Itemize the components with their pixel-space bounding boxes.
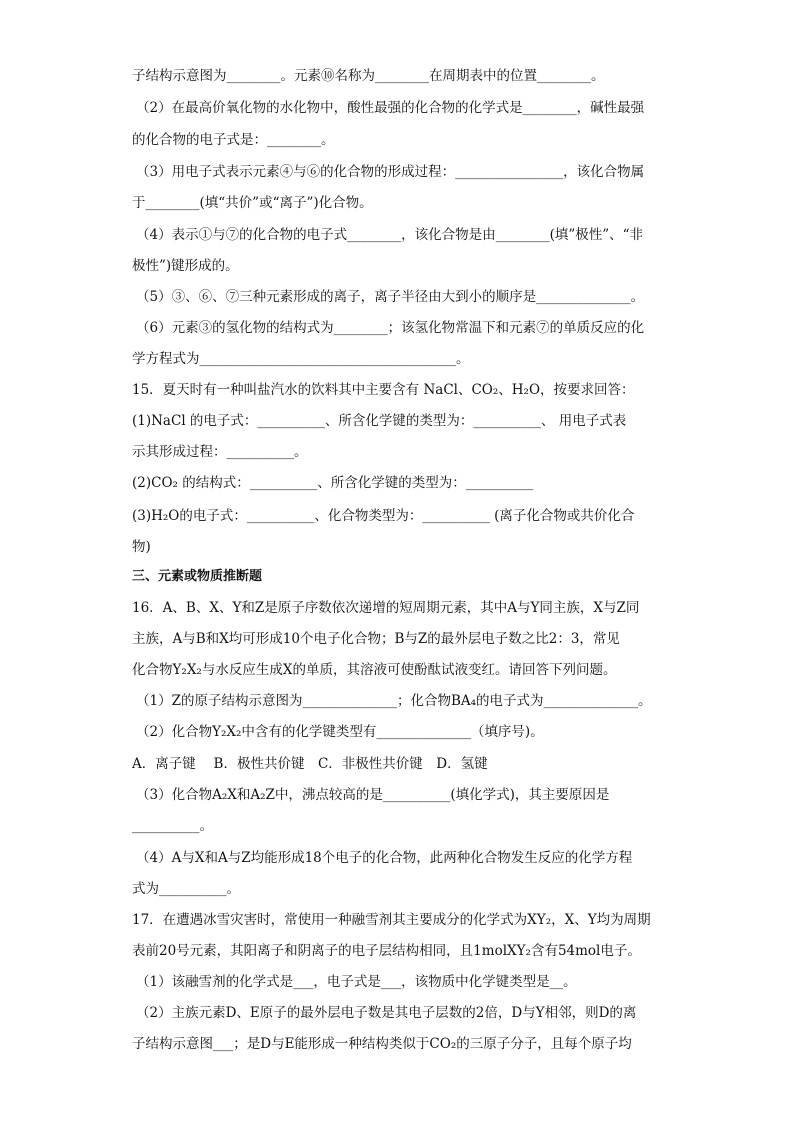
- text-line: 式为__________。: [132, 881, 240, 897]
- text-line: （2）化合物Y₂X₂中含有的化学键类型有______________（填序号)。: [136, 724, 544, 740]
- text-line: __________。: [132, 818, 213, 834]
- text-line: （3）化合物A₂X和A₂Z中，沸点较高的是__________(填化学式)，其主要原因是: [136, 787, 610, 803]
- text-line: 极性”)键形成的。: [132, 258, 239, 274]
- text-line: 子结构示意图___；是D与E能形成一种结构类似于CO₂的三原子分子，且每个原子均: [132, 1036, 632, 1052]
- answer-options: A．离子键 B．极性共价键 C．非极性共价键 D．氢键: [132, 756, 488, 772]
- question-16-stem: 16．A、B、X、Y和Z是原子序数依次递增的短周期元素，其中A与Y同主族，X与Z同: [132, 600, 640, 616]
- text-line: （1）该融雪剂的化学式是___，电子式是___，该物质中化学键类型是__。: [136, 974, 577, 990]
- question-17-stem: 17．在遭遇冰雪灾害时，常使用一种融雪剂其主要成分的化学式为XY₂，X、Y均为周期: [132, 912, 651, 928]
- text-line: （1）Z的原子结构示意图为______________；化合物BA₄的电子式为______________。: [136, 693, 652, 709]
- text-line: (2)CO₂ 的结构式：__________、所含化学键的类型为：__________: [132, 475, 534, 491]
- section-heading: 三、元素或物质推断题: [132, 569, 263, 584]
- text-line: （4）表示①与⑦的化合物的电子式________，该化合物是由________(填”极性”、“非: [136, 227, 644, 243]
- question-15-stem: 15．夏天时有一种叫盐汽水的饮料其中主要含有 NaCl、CO₂、H₂O，按要求回答：: [132, 382, 635, 398]
- text-line: 物): [132, 539, 151, 555]
- text-line: 的化合物的电子式是：________。: [132, 132, 335, 148]
- text-line: （3）用电子式表示元素④与⑥的化合物的形成过程：________________，该化合物属: [136, 164, 645, 180]
- text-line: 子结构示意图为________。元素⑩名称为________在周期表中的位置________。: [132, 68, 605, 84]
- text-line: (3)H₂O的电子式：__________、化合物类型为：__________ (离子化合物或共价化合: [132, 508, 635, 524]
- text-line: （6）元素③的氢化物的结构式为________；该氢化物常温下和元素⑦的单质反应的化: [136, 320, 645, 336]
- text-line: 于________(填“共价”或“离子”)化合物。: [132, 195, 373, 211]
- text-line: 主族，A与B和X均可形成10个电子化合物；B与Z的最外层电子数之比2：3，常见: [132, 631, 620, 647]
- text-line: （4）A与X和A与Z均能形成18个电子的化合物，此两种化合物发生反应的化学方程: [136, 850, 633, 866]
- text-line: （5）③、⑥、⑦三种元素形成的离子，离子半径由大到小的顺序是______________。: [136, 289, 645, 305]
- text-line: 示其形成过程：__________。: [132, 444, 308, 460]
- text-line: 学方程式为______________________________________。: [132, 351, 470, 367]
- text-line: (1)NaCl 的电子式：__________、所含化学键的类型为：__________、 用电子式表: [132, 413, 627, 429]
- text-line: （2）主族元素D、E原子的最外层电子数是其电子层数的2倍，D与Y相邻，则D的离: [136, 1005, 637, 1021]
- text-line: 表前20号元素，其阳离子和阴离子的电子层结构相同，且1molXY₂含有54mol电子。: [132, 943, 641, 959]
- text-line: （2）在最高价氧化物的水化物中，酸性最强的化合物的化学式是________，碱性最强: [136, 100, 645, 116]
- text-line: 化合物Y₂X₂与水反应生成X的单质，其溶液可使酚酞试液变红。请回答下列问题。: [132, 662, 617, 678]
